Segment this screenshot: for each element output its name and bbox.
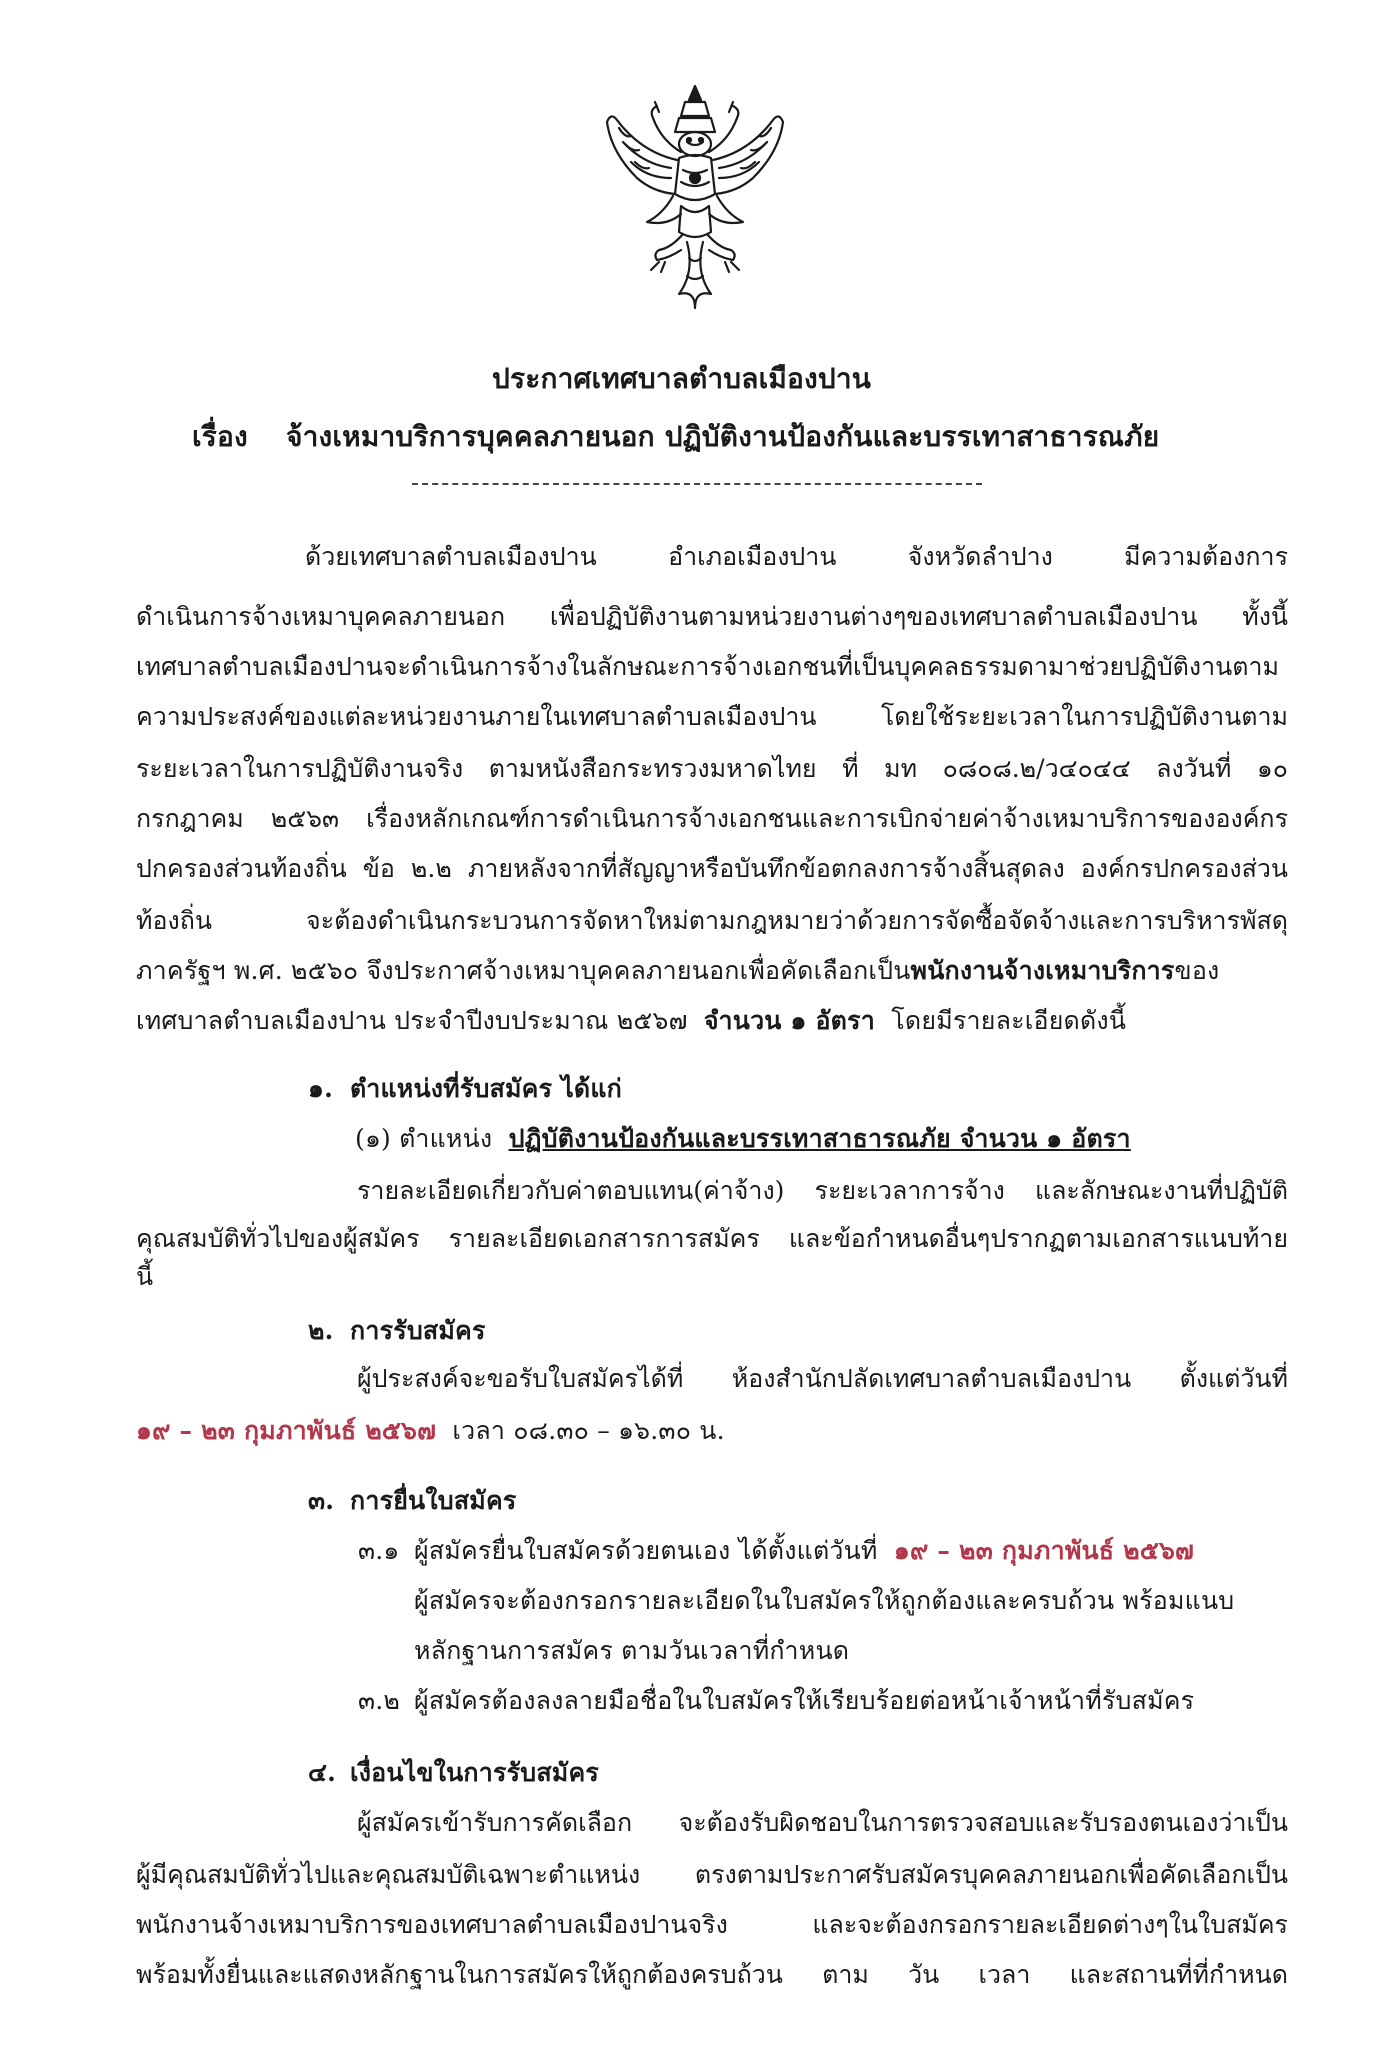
section-2-number: ๒. bbox=[308, 1316, 334, 1345]
intro-line-3: เทศบาลตำบลเมืองปานจะดำเนินการจ้างในลักษณะการจ้างเอกชนที่เป็นบุคคลธรรมดามาช่วยปฏิบัติงานตาม bbox=[136, 652, 1280, 681]
section-2-line-1: ผู้ประสงค์จะขอรับใบสมัครได้ที่ ห้องสำนักปลัดเทศบาลตำบลเมืองปาน ตั้งแต่วันที่ bbox=[357, 1364, 1288, 1393]
section-3-item-2-number: ๓.๒ bbox=[358, 1686, 401, 1715]
intro-line-10-text: เทศบาลตำบลเมืองปาน ประจำปีงบประมาณ ๒๕๖๗ bbox=[136, 1006, 688, 1035]
section-2-date-range: ๑๙ – ๒๓ กุมภาพันธ์ ๒๕๖๗ bbox=[136, 1416, 437, 1445]
intro-line-1: ด้วยเทศบาลตำบลเมืองปาน อำเภอเมืองปาน จังหวัดลำปาง มีความต้องการ bbox=[305, 542, 1288, 571]
section-3-item-1 bbox=[414, 1534, 1194, 1568]
intro-line-9 bbox=[136, 954, 1219, 988]
section-2-line-2 bbox=[136, 1414, 725, 1448]
section-1-number: ๑. bbox=[308, 1074, 333, 1103]
section-3-number: ๓. bbox=[308, 1486, 335, 1515]
section-4-line-1: ผู้สมัครเข้ารับการคัดเลือก จะต้องรับผิดชอบในการตรวจสอบและรับรองตนเองว่าเป็น bbox=[357, 1808, 1288, 1837]
section-4-number: ๔. bbox=[308, 1758, 337, 1787]
subject-text: จ้างเหมาบริการบุคคลภายนอก ปฏิบัติงานป้องกันและบรรเทาสาธารณภัย bbox=[286, 420, 1160, 453]
section-1-position: ปฏิบัติงานป้องกันและบรรเทาสาธารณภัย จำนวน ๑ อัตรา bbox=[508, 1124, 1131, 1153]
section-2-time: เวลา ๐๘.๓๐ – ๑๖.๓๐ น. bbox=[452, 1416, 725, 1445]
section-1-detail-3: นี้ bbox=[136, 1262, 154, 1291]
subject-label: เรื่อง bbox=[192, 420, 248, 453]
section-1-detail-2: คุณสมบัติทั่วไปของผู้สมัคร รายละเอียดเอกสารการสมัคร และข้อกำหนดอื่นๆปรากฏตามเอกสารแนบท้าย bbox=[136, 1224, 1288, 1253]
section-3-item-1-text: ผู้สมัครยื่นใบสมัครด้วยตนเอง ได้ตั้งแต่วันที่ bbox=[414, 1536, 878, 1565]
intro-quota: จำนวน ๑ อัตรา bbox=[703, 1006, 875, 1035]
intro-line-10-tail: โดยมีรายละเอียดดังนี้ bbox=[891, 1006, 1127, 1035]
section-1-item bbox=[355, 1122, 1131, 1156]
section-4-line-3: พนักงานจ้างเหมาบริการของเทศบาลตำบลเมืองปานจริง และจะต้องกรอกรายละเอียดต่างๆในใบสมัคร bbox=[136, 1910, 1288, 1939]
intro-line-9-tail: ของ bbox=[1174, 956, 1220, 985]
section-3-item-1-line-3: หลักฐานการสมัคร ตามวันเวลาที่กำหนด bbox=[414, 1636, 850, 1665]
section-3-title: การยื่นใบสมัคร bbox=[350, 1486, 517, 1515]
section-4-line-4: พร้อมทั้งยื่นและแสดงหลักฐานในการสมัครให้ถูกต้องครบถ้วน ตาม วัน เวลา และสถานที่ที่กำหนด bbox=[136, 1960, 1288, 1989]
section-3-item-2: ผู้สมัครต้องลงลายมือชื่อในใบสมัครให้เรียบร้อยต่อหน้าเจ้าหน้าที่รับสมัคร bbox=[414, 1686, 1195, 1715]
section-3-date-range: ๑๙ – ๒๓ กุมภาพันธ์ ๒๕๖๗ bbox=[893, 1536, 1195, 1565]
intro-line-9-text: ภาครัฐฯ พ.ศ. ๒๕๖๐ จึงประกาศจ้างเหมาบุคคลภายนอกเพื่อคัดเลือกเป็น bbox=[136, 956, 911, 985]
section-4-line-2: ผู้มีคุณสมบัติทั่วไปและคุณสมบัติเฉพาะตำแหน่ง ตรงตามประกาศรับสมัครบุคคลภายนอกเพื่อคัดเลือกเป็น bbox=[136, 1860, 1288, 1889]
section-3-item-1-number: ๓.๑ bbox=[358, 1536, 400, 1565]
garuda-emblem-icon bbox=[597, 82, 793, 314]
intro-line-4: ความประสงค์ของแต่ละหน่วยงานภายในเทศบาลตำบลเมืองปาน โดยใช้ระยะเวลาในการปฏิบัติงานตาม bbox=[136, 702, 1288, 731]
intro-line-6: กรกฎาคม ๒๕๖๓ เรื่องหลักเกณฑ์การดำเนินการจ้างเอกชนและการเบิกจ่ายค่าจ้างเหมาบริการขององค์กร bbox=[136, 804, 1288, 833]
intro-line-7: ปกครองส่วนท้องถิ่น ข้อ ๒.๒ ภายหลังจากที่สัญญาหรือบันทึกข้อตกลงการจ้างสิ้นสุดลง องค์กรปกครองส่วน bbox=[136, 854, 1288, 883]
section-1-detail-1: รายละเอียดเกี่ยวกับค่าตอบแทน(ค่าจ้าง) ระยะเวลาการจ้าง และลักษณะงานที่ปฏิบัติ bbox=[357, 1176, 1288, 1205]
intro-position-type: พนักงานจ้างเหมาบริการ bbox=[910, 956, 1175, 985]
section-1-item-prefix: (๑) ตำแหน่ง bbox=[355, 1124, 493, 1153]
section-3-item-1-line-2: ผู้สมัครจะต้องกรอกรายละเอียดในใบสมัครให้ถูกต้องและครบถ้วน พร้อมแนบ bbox=[414, 1586, 1235, 1615]
intro-line-10 bbox=[136, 1004, 1126, 1038]
intro-line-8: ท้องถิ่น จะต้องดำเนินกระบวนการจัดหาใหม่ตามกฎหมายว่าด้วยการจัดซื้อจัดจ้างและการบริหารพัสดุ bbox=[136, 906, 1288, 935]
section-2-title: การรับสมัคร bbox=[350, 1316, 486, 1345]
announcement-title: ประกาศเทศบาลตำบลเมืองปาน bbox=[492, 362, 872, 395]
intro-line-2: ดำเนินการจ้างเหมาบุคคลภายนอก เพื่อปฏิบัติงานตามหน่วยงานต่างๆของเทศบาลตำบลเมืองปาน ทั้งนี้ bbox=[136, 602, 1288, 631]
intro-line-5: ระยะเวลาในการปฏิบัติงานจริง ตามหนังสือกระทรวงมหาดไทย ที่ มท ๐๘๐๘.๒/ว๔๐๔๔ ลงวันที่ ๑๐ bbox=[136, 754, 1288, 783]
section-4-title: เงื่อนไขในการรับสมัคร bbox=[350, 1758, 600, 1787]
header-divider bbox=[412, 483, 982, 485]
section-1-title: ตำแหน่งที่รับสมัคร ได้แก่ bbox=[350, 1074, 622, 1103]
